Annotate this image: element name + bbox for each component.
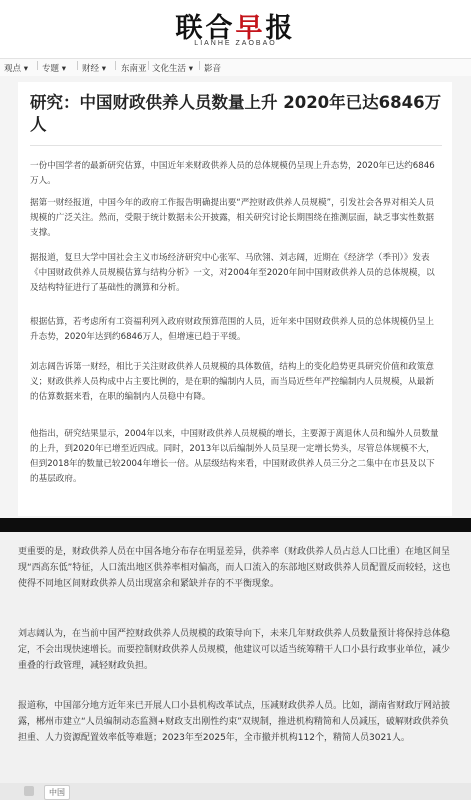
chevron-down-icon: ▾ [101, 64, 106, 74]
main-nav [0, 58, 471, 77]
article-paragraph-6: 他指出，研究结果显示，2004年以来，中国财政供养人员规模的增长，主要源于离退休人员和编外人员数量的上升，到2020年已增至近四成。同时，2013年以后编制外人员呈现一定增长势头，尽管总体规模不大，但到2018年的数量已较2004年增长一倍。从层级结构来看，中国财政供养人员三分之二集中在市县及以下的基层政府。 [30, 429, 439, 484]
nav-label: 东南亚 [121, 64, 147, 74]
tag-china[interactable]: 中国 [44, 785, 70, 800]
screenshot-seam [0, 518, 471, 532]
nav-label: 影音 [204, 64, 222, 74]
article-paragraph-2: 据第一财经报道，中国今年的政府工作报告明确提出要“严控财政供养人员规模”，引发社会各界对相关人员规模的广泛关注。然而，受限于统计数据未公开披露，相关研究讨论长期围绕在推测层面，缺乏事实性数据支撑。 [30, 198, 435, 238]
nav-item-opinion[interactable] [4, 62, 28, 74]
logo-subtitle: LIANHE ZAOBAO [194, 40, 277, 47]
logo-text-c: 报 [265, 13, 296, 44]
article-continuation [0, 532, 471, 800]
nav-separator: | [76, 61, 79, 71]
nav-separator: | [147, 61, 150, 71]
logo-text-accent: 早 [235, 13, 266, 44]
nav-item-southeast-asia[interactable] [121, 62, 147, 74]
nav-separator: | [114, 61, 117, 71]
site-header [0, 0, 471, 58]
nav-separator: | [36, 61, 39, 71]
nav-item-finance[interactable] [82, 62, 106, 74]
chevron-down-icon: ▾ [61, 64, 66, 74]
nav-item-topics[interactable] [42, 62, 66, 74]
chevron-down-icon: ▾ [23, 64, 28, 74]
chevron-down-icon: ▾ [188, 64, 193, 74]
tag-icon [24, 786, 34, 796]
nav-item-video[interactable] [204, 62, 221, 74]
logo-text-a: 联合 [175, 13, 236, 44]
title-divider [30, 145, 442, 146]
nav-label: 观点 [4, 64, 22, 74]
article-title: 研究：中国财政供养人员数量上升 2020年已达6846万人 [30, 93, 442, 134]
nav-label: 文化生活 [152, 64, 187, 74]
article-paragraph-1: 一份中国学者的最新研究估算，中国近年来财政供养人员的总体规模仍呈现上升态势，2020年已达约6846万人。 [30, 161, 435, 186]
article-paragraph-5: 刘志阔告诉第一财经，相比于关注财政供养人员规模的具体数值，结构上的变化趋势更具研究价值和政策意义；财政供养人员构成中占主要比例的，是在职的编制内人员，而当局近些年严控编制内人员规模，从最新的估算数据来看，在职的编制内人员稳中有降。 [30, 362, 434, 402]
nav-item-culture[interactable] [152, 62, 193, 74]
article-paragraph-9: 报道称，中国部分地方近年来已开展人口小县机构改革试点，压减财政供养人员。比如，湖南省财政厅网站披露，郴州市建立“人员编制动态监测+财政支出刚性约束”双规制，推进机构精简和人员减压，破解财政供养负担重、人力资源配置效率低等难题；2023年至2025年，全市撤并机构112个，精简人员3021人。 [18, 701, 451, 743]
article-paragraph-8: 刘志阔认为，在当前中国严控财政供养人员规模的政策导向下，未来几年财政供养人员数量预计将保持总体稳定，不会出现快速增长。而要控制财政供养人员规模，他建议可以适当统筹精干人口小县行政事业单位，减少重叠的行政管理，减轻财政负担。 [18, 629, 451, 671]
article-paragraph-4: 根据估算，若考虑所有工资福利列入政府财政预算范围的人员，近年来中国财政供养人员的总体规模仍呈上升态势，2020年达到约6846万人，但增速已趋于平缓。 [30, 317, 434, 342]
article-card [18, 82, 452, 516]
article-paragraph-7: 更重要的是，财政供养人员在中国各地分布存在明显差异，供养率（财政供养人员占总人口比重）在地区间呈现“西高东低”特征，人口流出地区供养率相对偏高，而人口流入的东部地区财政供养人员配置反而较轻，这也使得不同地区间财政供养人员出现富余和紧缺并存的不平衡现象。 [18, 547, 451, 589]
article-area [0, 76, 471, 518]
article-paragraph-3: 据报道，复旦大学中国社会主义市场经济研究中心张军、马欣翎、刘志阔，近期在《经济学（季刊）》发表《中国财政供养人员规模估算与结构分析》一文，对2004年至2020年间中国财政供养人员的总体规模，以及结构特征进行了基础性的测算和分析。 [30, 253, 435, 293]
tag-bar [0, 783, 471, 800]
nav-label: 财经 [82, 64, 100, 74]
nav-label: 专题 [42, 64, 60, 74]
nav-separator: | [198, 61, 201, 71]
